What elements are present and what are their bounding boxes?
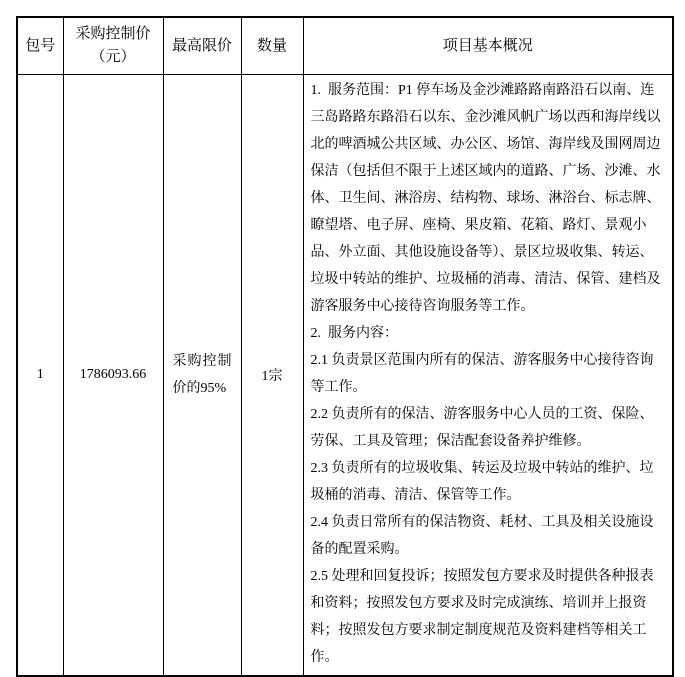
cell-control-price: 1786093.66 bbox=[63, 75, 163, 677]
overview-paragraph-item-2-1: 2.1 负责景区范围内所有的保洁、游客服务中心接待咨询等工作。 bbox=[310, 353, 654, 395]
col-header-max-price-limit: 最高限价 bbox=[163, 17, 241, 75]
table-header-row bbox=[17, 17, 673, 75]
procurement-package-table bbox=[16, 16, 674, 677]
col-header-control-price: 采购控制价（元） bbox=[63, 17, 163, 75]
overview-paragraph-item-2-5: 2.5 处理和回复投诉；按照发包方要求及时提供各种报表和资料；按照发包方要求及时完成演练、培训并上报资料；按照发包方要求制定制度规范及资料建档等相关工作。 bbox=[310, 569, 654, 665]
overview-paragraph-service-scope: 1. 服务范围：P1 停车场及金沙滩路路南路沿石以南、连三岛路路东路沿石以东、金沙滩风帆广场以西和海岸线以北的啤酒城公共区域、办公区、场馆、海岸线及围网周边保洁（包括但不限于上述区域内的道路、广场、沙滩、水体、卫生间、淋浴房、结构物、球场、淋浴台、标志牌、瞭望塔、电子屏、座椅、果皮箱、花箱、路灯、景观小品、外立面、其他设施设备等）、景区垃圾收集、转运、垃圾中转站的维护、垃圾桶的消毒、清洁、保管、建档及游客服务中心接待咨询服务等工作。 bbox=[310, 83, 661, 314]
overview-paragraph-item-2-2: 2.2 负责所有的保洁、游客服务中心人员的工资、保险、劳保、工具及管理；保洁配套设备养护维修。 bbox=[310, 407, 654, 449]
overview-paragraph-item-2-3: 2.3 负责所有的垃圾收集、转运及垃圾中转站的维护、垃圾桶的消毒、清洁、保管等工作。 bbox=[310, 461, 654, 503]
overview-paragraph-item-2-4: 2.4 负责日常所有的保洁物资、耗材、工具及相关设施设备的配置采购。 bbox=[310, 515, 654, 557]
table-row bbox=[17, 75, 673, 677]
cell-max-price-limit: 采购控制价的95% bbox=[163, 75, 241, 677]
col-header-quantity: 数量 bbox=[241, 17, 303, 75]
cell-project-overview bbox=[303, 75, 673, 677]
col-header-package-no: 包号 bbox=[17, 17, 63, 75]
cell-quantity: 1宗 bbox=[241, 75, 303, 677]
cell-package-no: 1 bbox=[17, 75, 63, 677]
overview-paragraph-service-content-title: 2. 服务内容： bbox=[310, 326, 398, 341]
col-header-project-overview: 项目基本概况 bbox=[303, 17, 673, 75]
